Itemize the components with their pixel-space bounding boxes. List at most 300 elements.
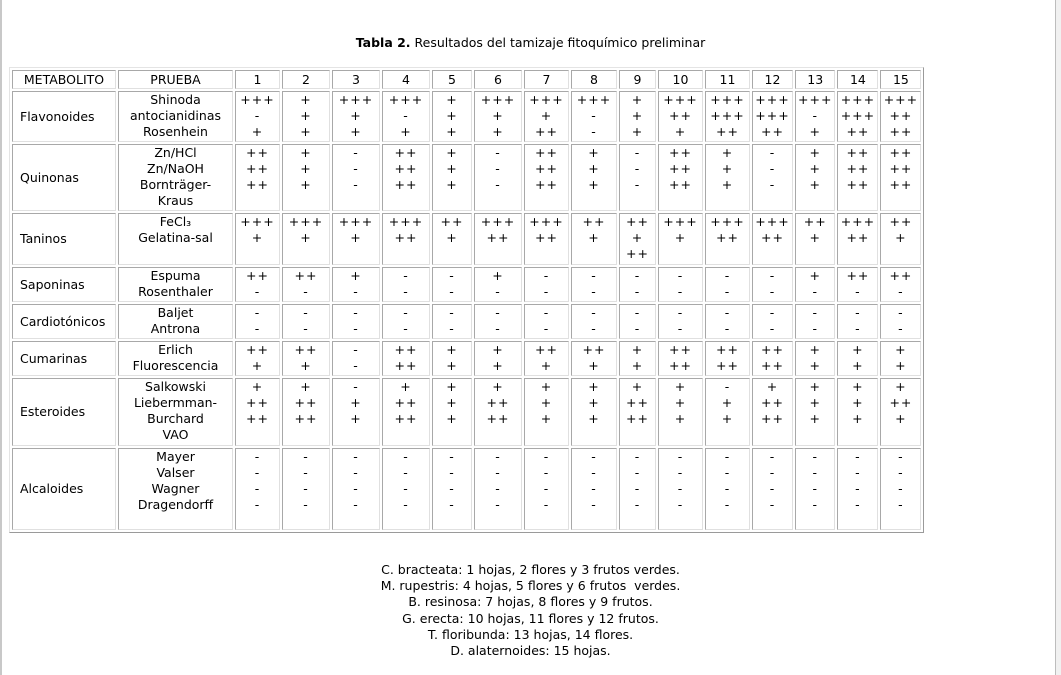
result-value: + — [588, 230, 600, 245]
table-row — [12, 448, 921, 530]
result-value: + — [674, 395, 687, 410]
result-value: - — [543, 481, 550, 496]
result-value: - — [634, 481, 641, 496]
result-cell-sample-9 — [619, 91, 656, 142]
result-value: + — [809, 342, 821, 357]
result-cell-sample-3 — [332, 144, 380, 211]
result-cell-sample-2 — [282, 267, 330, 302]
result-cell-sample-11 — [705, 341, 750, 376]
species-note: T. floribunda: 13 hojas, 14 flores. — [427, 626, 634, 642]
result-value: + — [809, 124, 821, 139]
result-cell-sample-7 — [524, 341, 569, 376]
result-value: ++ — [889, 177, 913, 192]
result-cell-sample-12 — [752, 144, 793, 211]
metabolito-cell: Flavonoides — [12, 91, 116, 142]
result-value: - — [634, 161, 641, 176]
result-cell-sample-9 — [619, 378, 656, 446]
result-cell-sample-15 — [880, 144, 921, 211]
result-value: + — [766, 379, 779, 394]
result-cell-sample-14 — [837, 91, 878, 142]
result-value: - — [495, 481, 501, 496]
result-value: - — [812, 321, 818, 336]
result-value: + — [852, 342, 864, 357]
result-value: + — [721, 177, 734, 192]
result-value: - — [449, 465, 455, 480]
species-note: D. alaternoides: 15 hojas. — [450, 643, 611, 659]
result-value: - — [254, 321, 261, 336]
result-value: +++ — [240, 92, 275, 107]
result-cell-sample-10 — [658, 267, 703, 302]
result-value: ++ — [669, 145, 692, 160]
result-cell-sample-13 — [795, 144, 835, 211]
result-value: ++ — [582, 214, 606, 229]
result-value: + — [300, 124, 312, 139]
result-value: + — [809, 177, 821, 192]
result-cell-sample-5 — [432, 144, 472, 211]
result-cell-sample-6 — [474, 378, 522, 446]
result-value: - — [254, 284, 261, 299]
result-cell-sample-14 — [837, 304, 878, 339]
result-value: + — [446, 145, 458, 160]
result-value: - — [634, 268, 641, 283]
result-value: ++ — [246, 177, 269, 192]
result-value: ++ — [761, 395, 784, 410]
result-value: + — [631, 124, 644, 139]
result-value: + — [674, 411, 687, 426]
result-cell-sample-13 — [795, 378, 835, 446]
result-value: + — [350, 124, 362, 139]
result-value: ++ — [716, 230, 739, 245]
result-value: - — [449, 321, 455, 336]
result-value: + — [895, 379, 907, 394]
result-value: - — [634, 145, 641, 160]
prueba-name: Baljet — [157, 305, 194, 320]
result-value: + — [492, 268, 504, 283]
result-value: ++ — [669, 177, 692, 192]
result-cell-sample-3 — [332, 267, 380, 302]
result-value: - — [303, 465, 309, 480]
result-value: - — [898, 465, 904, 480]
result-value: - — [353, 284, 359, 299]
result-value: - — [634, 284, 641, 299]
result-value: - — [812, 481, 818, 496]
species-note: C. bracteata: 1 hojas, 2 flores y 3 frutos verdes. — [381, 562, 680, 577]
result-cell-sample-7 — [524, 91, 569, 142]
result-value: + — [809, 411, 821, 426]
result-value: - — [353, 161, 359, 176]
result-cell-sample-4 — [382, 341, 430, 376]
result-value: - — [812, 497, 818, 512]
result-value: - — [634, 177, 641, 192]
result-value: + — [721, 145, 734, 160]
result-cell-sample-4 — [382, 213, 430, 265]
result-value: - — [353, 449, 359, 464]
result-cell-sample-14 — [837, 448, 878, 530]
result-value: - — [254, 497, 261, 512]
result-value: - — [769, 161, 776, 176]
result-cell-sample-15 — [880, 448, 921, 530]
header-sample-15: 15 — [880, 70, 921, 89]
result-cell-sample-12 — [752, 91, 793, 142]
prueba-name: Erlich — [158, 342, 193, 357]
result-value: + — [674, 379, 687, 394]
result-value: + — [300, 177, 312, 192]
result-value: + — [852, 379, 864, 394]
result-value: - — [495, 161, 501, 176]
result-value: - — [769, 145, 776, 160]
result-value: + — [809, 395, 821, 410]
metabolito-cell: Esteroides — [12, 378, 116, 446]
header-sample-8: 8 — [571, 70, 617, 89]
prueba-name: Valser — [156, 465, 195, 480]
result-value: ++ — [846, 230, 870, 245]
result-value: + — [588, 395, 600, 410]
result-value: ++ — [394, 411, 418, 426]
header-sample-7: 7 — [524, 70, 569, 89]
result-value: + — [350, 395, 362, 410]
header-sample-12: 12 — [752, 70, 793, 89]
result-cell-sample-7 — [524, 378, 569, 446]
prueba-name: Antrona — [150, 321, 201, 336]
result-value: ++ — [889, 145, 913, 160]
header-sample-10: 10 — [658, 70, 703, 89]
result-cell-sample-9 — [619, 267, 656, 302]
prueba-name: Shinoda — [150, 92, 201, 107]
result-value: ++ — [394, 395, 418, 410]
result-value: ++ — [669, 342, 692, 357]
result-cell-sample-4 — [382, 378, 430, 446]
result-value: +++ — [529, 214, 564, 229]
header-sample-1: 1 — [235, 70, 280, 89]
result-value: - — [353, 465, 359, 480]
result-value: ++ — [626, 246, 649, 261]
result-value: +++ — [338, 214, 374, 229]
result-value: + — [721, 395, 734, 410]
result-value: ++ — [246, 268, 269, 283]
header-sample-4: 4 — [382, 70, 430, 89]
result-cell-sample-2 — [282, 378, 330, 446]
table-head — [12, 70, 921, 89]
result-cell-sample-15 — [880, 341, 921, 376]
result-value: - — [495, 465, 501, 480]
prueba-name: Mayer — [156, 449, 195, 464]
species-note: M. rupestris: 4 hojas, 5 flores y 6 frutos verdes. — [380, 578, 681, 594]
result-cell-sample-4 — [382, 448, 430, 530]
result-cell-sample-9 — [619, 144, 656, 211]
result-value: ++ — [394, 230, 418, 245]
result-cell-sample-11 — [705, 448, 750, 530]
result-value: ++ — [394, 145, 418, 160]
result-value: + — [446, 177, 458, 192]
result-value: - — [855, 465, 861, 480]
result-value: - — [353, 321, 359, 336]
result-value: - — [898, 284, 904, 299]
result-value: + — [251, 379, 264, 394]
header-sample-14: 14 — [837, 70, 878, 89]
result-value: - — [495, 449, 501, 464]
result-value: - — [855, 284, 861, 299]
result-value: - — [634, 321, 641, 336]
result-value: - — [898, 305, 904, 320]
prueba-name: FeCl₃ — [159, 214, 192, 229]
result-value: +++ — [755, 108, 790, 123]
prueba-name: Bornträger- — [139, 177, 212, 192]
result-value: ++ — [846, 124, 870, 139]
result-value: - — [403, 465, 409, 480]
result-cell-sample-12 — [752, 448, 793, 530]
result-value: ++ — [246, 395, 269, 410]
result-value: + — [446, 230, 458, 245]
result-cell-sample-5 — [432, 378, 472, 446]
result-value: - — [303, 305, 309, 320]
result-value: ++ — [669, 108, 692, 123]
result-cell-sample-14 — [837, 144, 878, 211]
result-value: - — [724, 284, 731, 299]
prueba-name: Kraus — [157, 193, 194, 208]
result-cell-sample-12 — [752, 267, 793, 302]
result-value: +++ — [798, 92, 833, 107]
result-value: - — [353, 497, 359, 512]
result-value: ++ — [889, 268, 913, 283]
result-cell-sample-6 — [474, 91, 522, 142]
result-cell-sample-15 — [880, 304, 921, 339]
header-sample-3: 3 — [332, 70, 380, 89]
header-sample-11: 11 — [705, 70, 750, 89]
result-value: - — [634, 449, 641, 464]
result-value: ++ — [535, 177, 558, 192]
result-value: ++ — [486, 411, 510, 426]
result-cell-sample-12 — [752, 378, 793, 446]
result-cell-sample-4 — [382, 144, 430, 211]
result-cell-sample-1 — [235, 341, 280, 376]
result-value: + — [446, 411, 458, 426]
result-cell-sample-2 — [282, 91, 330, 142]
result-value: + — [631, 358, 644, 373]
header-sample-13: 13 — [795, 70, 835, 89]
result-value: + — [852, 395, 864, 410]
result-cell-sample-12 — [752, 304, 793, 339]
result-value: + — [674, 124, 687, 139]
result-value: + — [631, 92, 644, 107]
result-value: + — [251, 124, 264, 139]
result-cell-sample-1 — [235, 144, 280, 211]
table-row — [12, 341, 921, 376]
result-value: - — [403, 305, 409, 320]
prueba-name: Zn/NaOH — [147, 161, 204, 176]
result-cell-sample-11 — [705, 304, 750, 339]
result-value: - — [769, 481, 776, 496]
result-value: - — [769, 305, 776, 320]
result-value: +++ — [480, 214, 516, 229]
result-value: - — [812, 108, 818, 123]
result-value: - — [353, 145, 359, 160]
result-value: - — [769, 321, 776, 336]
result-value: - — [677, 465, 684, 480]
result-value: ++ — [294, 411, 318, 426]
result-cell-sample-12 — [752, 213, 793, 265]
prueba-cell — [118, 304, 233, 339]
result-cell-sample-12 — [752, 341, 793, 376]
result-value: - — [495, 321, 501, 336]
result-value: + — [400, 124, 412, 139]
result-value: + — [446, 395, 458, 410]
result-value: + — [809, 161, 821, 176]
result-value: ++ — [294, 342, 318, 357]
result-value: ++ — [889, 108, 913, 123]
result-value: ++ — [486, 230, 510, 245]
result-cell-sample-6 — [474, 213, 522, 265]
result-value: + — [350, 230, 362, 245]
result-value: ++ — [846, 145, 870, 160]
result-cell-sample-13 — [795, 267, 835, 302]
table-row — [12, 144, 921, 211]
result-cell-sample-11 — [705, 144, 750, 211]
result-cell-sample-3 — [332, 213, 380, 265]
result-value: - — [769, 465, 776, 480]
prueba-name: antocianidinas — [129, 108, 222, 123]
result-value: ++ — [246, 342, 269, 357]
result-value: + — [446, 124, 458, 139]
result-value: - — [254, 305, 261, 320]
result-value: + — [251, 230, 264, 245]
result-value: + — [540, 358, 553, 373]
result-value: +++ — [710, 108, 745, 123]
result-value: - — [403, 481, 409, 496]
result-value: ++ — [535, 124, 558, 139]
prueba-name: Liebermman- — [133, 395, 218, 410]
result-cell-sample-6 — [474, 341, 522, 376]
result-value: - — [898, 481, 904, 496]
result-value: + — [300, 92, 312, 107]
result-cell-sample-2 — [282, 304, 330, 339]
prueba-name: Dragendorff — [137, 497, 214, 512]
metabolito-cell: Cumarinas — [12, 341, 116, 376]
result-value: + — [300, 161, 312, 176]
header-sample-5: 5 — [432, 70, 472, 89]
result-value: ++ — [761, 124, 784, 139]
result-value: - — [855, 497, 861, 512]
result-value: - — [303, 497, 309, 512]
result-cell-sample-15 — [880, 378, 921, 446]
result-value: ++ — [626, 411, 649, 426]
result-value: - — [403, 268, 409, 283]
result-value: + — [300, 145, 312, 160]
header-sample-2: 2 — [282, 70, 330, 89]
result-cell-sample-9 — [619, 213, 656, 265]
result-value: + — [492, 358, 504, 373]
result-value: +++ — [529, 92, 564, 107]
result-value: - — [543, 305, 550, 320]
result-value: - — [724, 268, 731, 283]
result-value: - — [724, 481, 731, 496]
result-value: - — [543, 465, 550, 480]
result-cell-sample-10 — [658, 341, 703, 376]
result-value: + — [895, 358, 907, 373]
result-value: + — [492, 108, 504, 123]
result-cell-sample-7 — [524, 213, 569, 265]
result-value: + — [251, 358, 264, 373]
result-value: + — [446, 92, 458, 107]
results-table — [9, 67, 924, 533]
result-value: - — [724, 305, 731, 320]
result-value: ++ — [394, 358, 418, 373]
result-value: + — [895, 230, 907, 245]
prueba-name: Espuma — [150, 268, 201, 283]
result-value: - — [403, 108, 409, 123]
result-value: + — [446, 342, 458, 357]
result-value: - — [769, 449, 776, 464]
result-value: ++ — [535, 145, 558, 160]
result-value: +++ — [840, 108, 876, 123]
result-cell-sample-8 — [571, 341, 617, 376]
result-value: + — [446, 161, 458, 176]
result-value: - — [898, 321, 904, 336]
result-value: + — [588, 145, 600, 160]
result-value: +++ — [755, 214, 790, 229]
prueba-name: Zn/HCl — [154, 145, 197, 160]
prueba-name: Gelatina-sal — [138, 230, 213, 245]
result-value: - — [449, 268, 455, 283]
result-cell-sample-11 — [705, 267, 750, 302]
metabolito-cell: Saponinas — [12, 267, 116, 302]
result-value: ++ — [761, 358, 784, 373]
result-value: - — [812, 465, 818, 480]
result-value: - — [303, 449, 309, 464]
result-cell-sample-2 — [282, 448, 330, 530]
result-cell-sample-4 — [382, 304, 430, 339]
result-value: - — [449, 481, 455, 496]
result-value: + — [446, 358, 458, 373]
result-value: +++ — [663, 214, 698, 229]
result-value: - — [449, 497, 455, 512]
result-cell-sample-7 — [524, 267, 569, 302]
result-value: - — [495, 497, 501, 512]
result-value: - — [495, 177, 501, 192]
result-cell-sample-13 — [795, 213, 835, 265]
result-cell-sample-9 — [619, 341, 656, 376]
result-cell-sample-5 — [432, 304, 472, 339]
result-cell-sample-11 — [705, 91, 750, 142]
result-value: - — [353, 177, 359, 192]
prueba-cell — [118, 144, 233, 211]
result-value: - — [591, 497, 597, 512]
prueba-name: Rosenhein — [143, 124, 208, 139]
result-value: + — [631, 342, 644, 357]
result-cell-sample-4 — [382, 91, 430, 142]
table-caption — [0, 35, 1061, 50]
result-value: + — [588, 379, 600, 394]
result-value: - — [591, 321, 597, 336]
result-value: - — [254, 481, 261, 496]
prueba-cell — [118, 448, 233, 530]
result-value: +++ — [388, 214, 424, 229]
result-value: - — [677, 284, 684, 299]
result-value: - — [724, 449, 731, 464]
result-value: - — [543, 268, 550, 283]
species-note: B. resinosa: 7 hojas, 8 flores y 9 frutos. — [408, 594, 653, 610]
result-value: + — [895, 342, 907, 357]
result-value: - — [855, 481, 861, 496]
prueba-name: Rosenthaler — [138, 284, 213, 299]
result-cell-sample-8 — [571, 91, 617, 142]
result-value: - — [403, 449, 409, 464]
result-value: - — [634, 305, 641, 320]
result-value: - — [303, 321, 309, 336]
result-value: + — [588, 177, 600, 192]
result-value: - — [543, 284, 550, 299]
result-value: + — [631, 230, 644, 245]
result-cell-sample-13 — [795, 448, 835, 530]
